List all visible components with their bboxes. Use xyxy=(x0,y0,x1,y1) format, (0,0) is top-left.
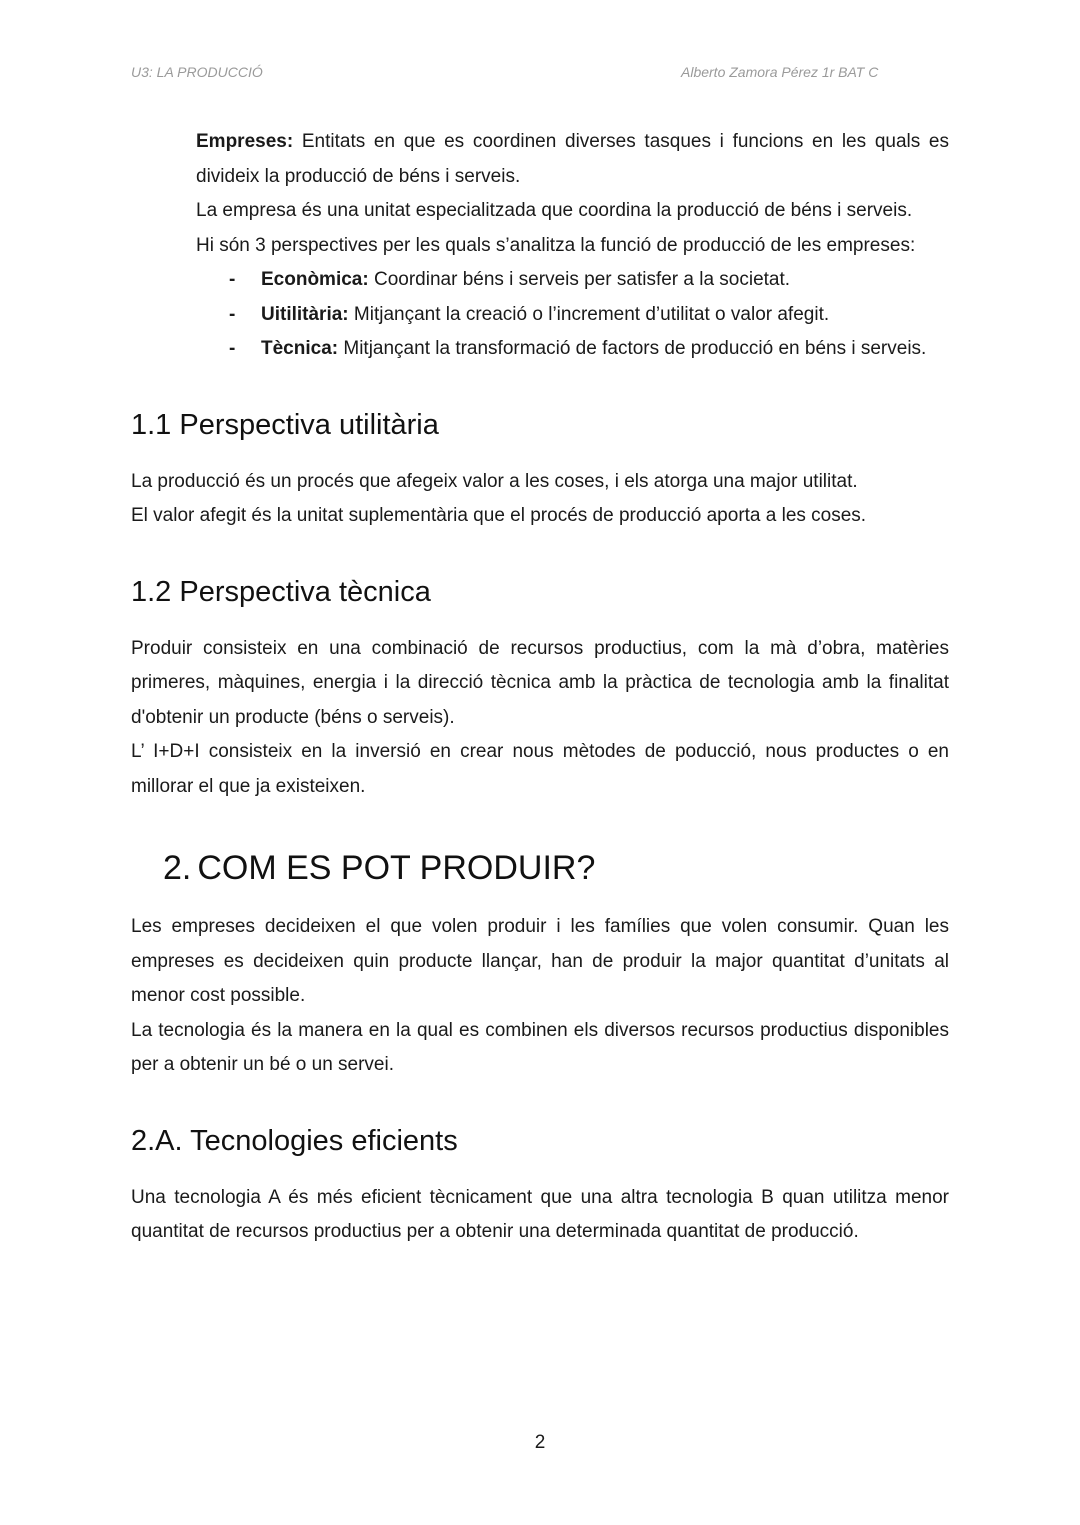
section-1-2-paragraph-1: Produir consisteix en una combinació de recursos productius, com la mà d’obra, matèries primeres, màquines, energia i la direcció tècnica amb la pràctica de tecnologia amb la finalitat d'obtenir un producte (béns o serveis). xyxy=(131,637,949,728)
bullet-dash: - xyxy=(229,303,236,325)
section-2-title: COM ES POT PRODUIR? xyxy=(197,849,596,887)
section-1-1-paragraph-1: La producció és un procés que afegeix valor a les coses, i els atorga una major utilitat. xyxy=(131,470,858,492)
list-item xyxy=(196,263,949,298)
list-item-text: Coordinar béns i serveis per satisfer a la societat. xyxy=(368,269,791,290)
bullet-dash: - xyxy=(229,269,236,290)
section-1-2-heading: 1.2 Perspectiva tècnica xyxy=(131,575,431,608)
list-item-term: Tècnica: xyxy=(261,338,339,359)
intro-definition-text: Entitats en que es coordinen diverses tasques i funcions en les quals es divideix la producció de béns i serveis. xyxy=(196,131,949,187)
page-content xyxy=(131,125,949,1250)
list-item-text: Mitjançant la transformació de factors de producció en béns i serveis. xyxy=(338,338,927,359)
header-author: Alberto Zamora Pérez 1r BAT C xyxy=(681,64,879,80)
section-2-heading xyxy=(131,846,949,890)
bullet-dash: - xyxy=(229,338,236,359)
section-2a-heading: 2.A. Tecnologies eficients xyxy=(131,1124,458,1157)
section-1-1-paragraph-2: El valor afegit és la unitat suplementària que el procés de producció aporta a les coses. xyxy=(131,505,867,526)
section-2a-paragraph-1: Una tecnologia A és més eficient tècnicament que una altra tecnologia B quan utilitza menor quantitat de recursos productius per a obtenir una determinada quantitat de producció. xyxy=(131,1186,949,1242)
section-2-paragraph-1: Les empreses decideixen el que volen produir i les famílies que volen consumir. Quan les empreses es decideixen quin producte llançar, han de produir la major quantitat d’unitats al menor cost possible. xyxy=(131,916,949,1006)
section-1-2-paragraph-2: L’ I+D+I consisteix en la inversió en crear nous mètodes de poducció, nous productes o en millorar el que ja existeixen. xyxy=(131,741,949,797)
list-item xyxy=(196,298,949,333)
section-2-number: 2. xyxy=(163,849,192,887)
page-number: 2 xyxy=(534,1432,546,1453)
intro-definition xyxy=(196,125,949,194)
list-item-term: Uitilitària: xyxy=(261,303,349,325)
intro-line-2: La empresa és una unitat especialitzada que coordina la producció de béns i serveis. xyxy=(196,200,913,221)
section-1-1-heading: 1.1 Perspectiva utilitària xyxy=(131,408,439,441)
intro-line-3: Hi són 3 perspectives per les quals s’analitza la funció de producció de les empreses: xyxy=(196,234,916,256)
perspectives-list xyxy=(196,263,949,367)
section-2-paragraph-2: La tecnologia és la manera en la qual es combinen els diversos recursos productius disponibles per a obtenir un bé o un servei. xyxy=(131,1019,949,1075)
intro-term: Empreses: xyxy=(196,131,294,152)
header-doc-title: U3: LA PRODUCCIÓ xyxy=(131,64,263,80)
list-item xyxy=(196,332,949,367)
list-item-term: Econòmica: xyxy=(261,269,369,290)
list-item-text: Mitjançant la creació o l’increment d’utilitat o valor afegit. xyxy=(348,303,830,325)
